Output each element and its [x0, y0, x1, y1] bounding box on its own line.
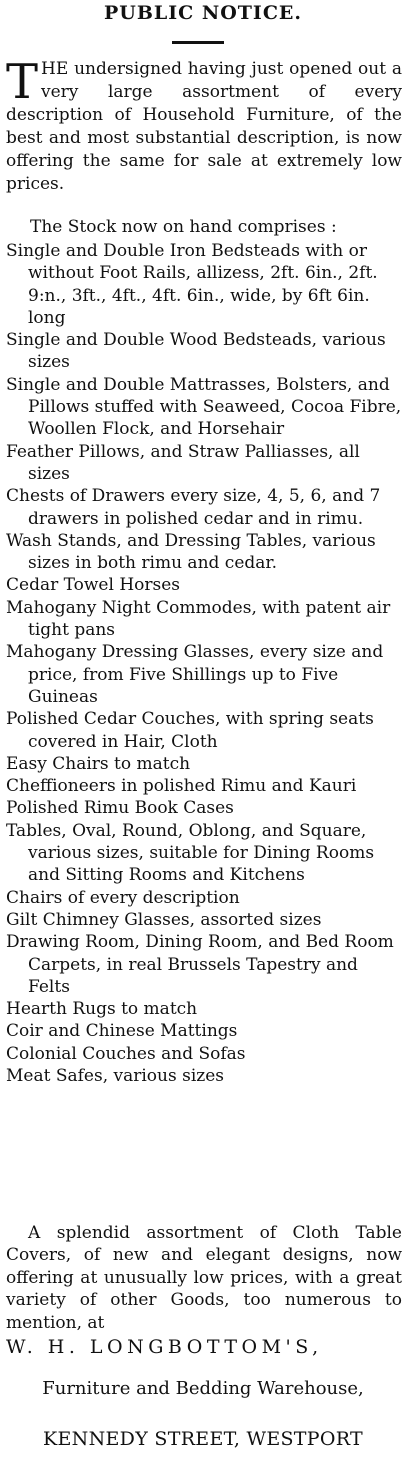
closing-paragraph: A splendid assortment of Cloth Table Covers, of new and elegant designs, now offering at unusually low prices, with a great variety of other Goods, too numerous to mention, at [6, 1223, 402, 1333]
stock-item: Cheffioneers in polished Rimu and Kauri [6, 776, 357, 797]
stock-item: Polished Cedar Couches, with spring seats covered in Hair, Cloth [6, 709, 374, 752]
stock-item: Polished Rimu Book Cases [6, 798, 234, 819]
intro-paragraph [6, 54, 402, 196]
stock-item: Drawing Room, Dining Room, and Bed Room Carpets, in real Brussels Tapestry and Felts [6, 932, 394, 997]
stock-item: Easy Chairs to match [6, 753, 191, 774]
stock-item: Tables, Oval, Round, Oblong, and Square, various sizes, suitable for Dining Rooms and Sitting Rooms and Kitchens [6, 820, 375, 886]
merchant-name: W. H. LONGBOTTOM'S, [6, 1336, 323, 1358]
stock-item: Meat Safes, various sizes [6, 1065, 225, 1086]
warehouse-line: Furniture and Bedding Warehouse, [42, 1378, 364, 1399]
stock-item: Single and Double Mattrasses, Bolsters, and Pillows stuffed with Seaweed, Cocoa Fibre, Woollen Flock, and Horsehair [6, 374, 402, 440]
street-address: KENNEDY STREET, WESTPORT [43, 1428, 363, 1450]
stock-item: Chests of Drawers every size, 4, 5, 6, and 7 drawers in polished cedar and in rimu. [6, 486, 381, 529]
stock-item: Chairs of every description [6, 887, 240, 908]
drop-cap: T [6, 54, 39, 110]
stock-item: Gilt Chimney Glasses, assorted sizes [6, 909, 322, 930]
heading-rule [172, 41, 224, 44]
stock-item: Single and Double Iron Bedsteads with or without Foot Rails, allizess, 2ft. 6in., 2ft. 9:n., 3ft., 4ft., 4ft. 6in., wide, by 6ft 6in. long [6, 241, 378, 328]
stock-item: Mahogany Dressing Glasses, every size and price, from Five Shillings up to Five Guineas [6, 642, 384, 707]
stock-item: Mahogany Night Commodes, with patent air tight pans [6, 597, 391, 641]
notice-heading: PUBLIC NOTICE. [103, 2, 303, 24]
stock-item: Hearth Rugs to match [6, 999, 198, 1020]
stock-item: Colonial Couches and Sofas [6, 1043, 246, 1064]
stock-list [6, 240, 402, 1087]
stock-item: Coir and Chinese Mattings [6, 1021, 238, 1042]
intro-text: HE undersigned having just opened out a very large assortment of every description of Household Furniture, of the best and most substantial description, is now offering the same for sale at extremely low prices. [6, 59, 402, 194]
stock-item: Cedar Towel Horses [6, 575, 181, 596]
stock-item: Single and Double Wood Bedsteads, various sizes [6, 330, 386, 373]
stock-heading: The Stock now on hand comprises : [30, 217, 337, 237]
stock-item: Feather Pillows, and Straw Palliasses, all sizes [6, 441, 360, 484]
stock-item: Wash Stands, and Dressing Tables, various sizes in both rimu and cedar. [6, 530, 376, 574]
